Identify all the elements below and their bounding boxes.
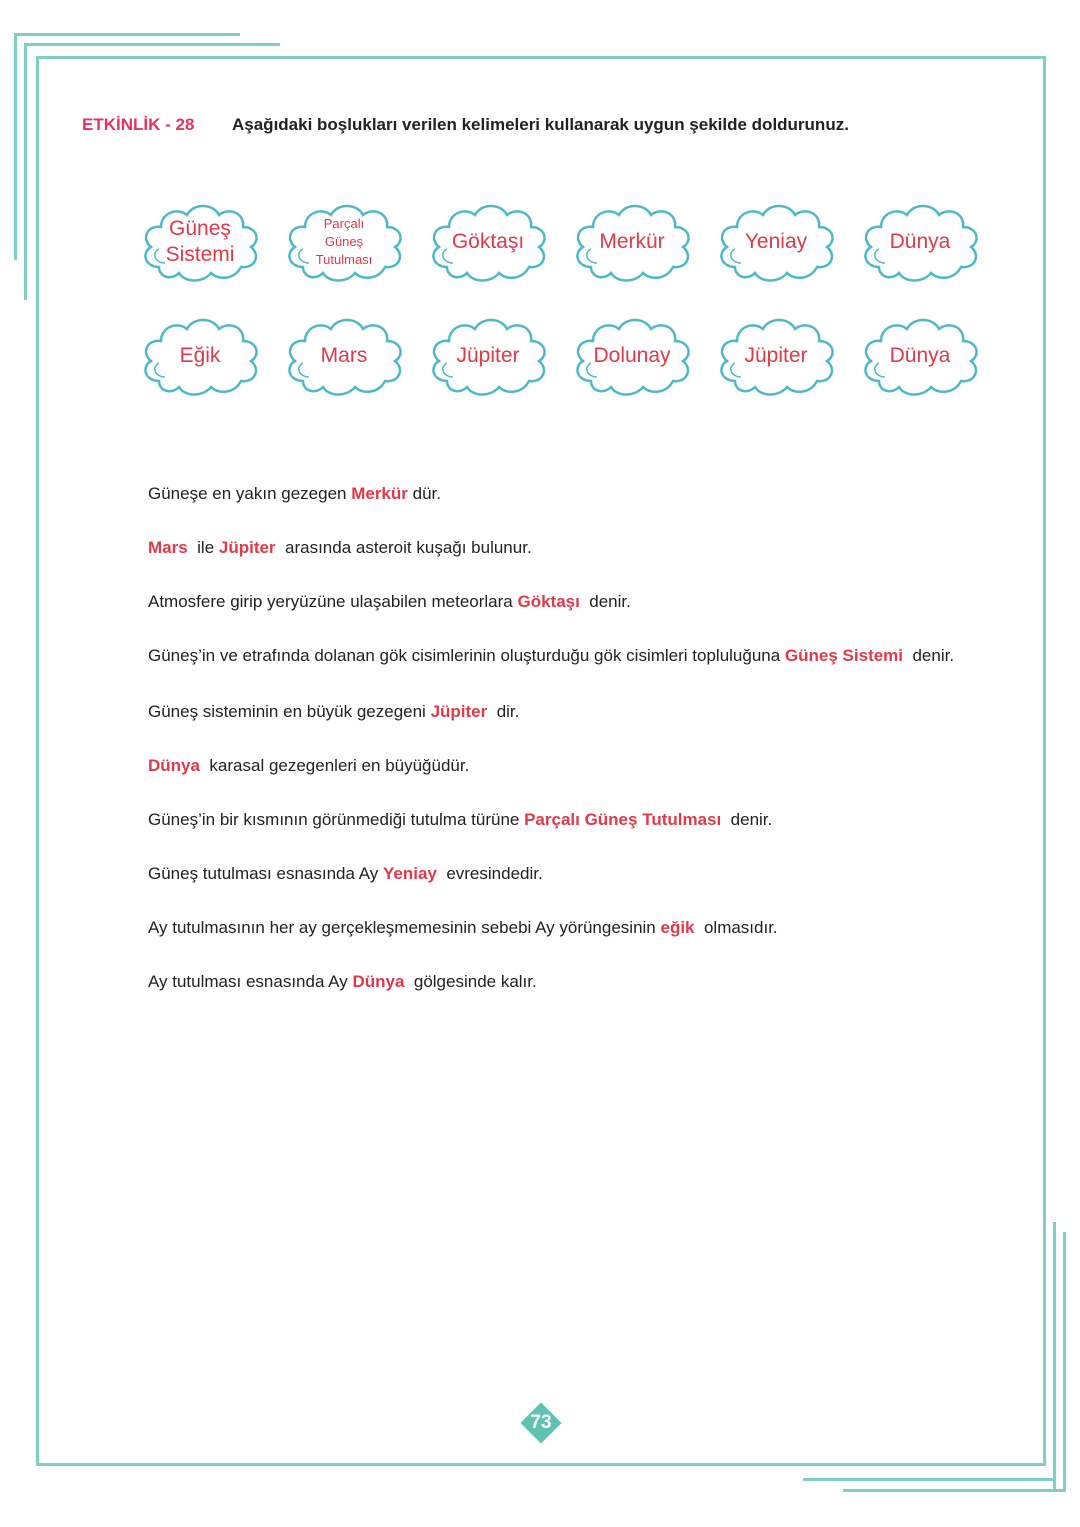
activity-tag: ETKİNLİK - 28 [82, 115, 195, 134]
question-fragment: evresindedir. [436, 864, 543, 883]
word-bank-word: Yeniay [744, 230, 808, 253]
question-fragment: Güneş sisteminin en büyük gezegeni [148, 702, 431, 721]
question-text [148, 864, 543, 884]
answer-word: Yeniay [383, 864, 437, 883]
answer-word: Göktaşı [517, 592, 580, 611]
question-fragment: karasal gezegenleri en büyüğüdür. [199, 756, 470, 775]
activity-header [82, 115, 849, 135]
word-cloud [137, 197, 263, 287]
word-bank-word: Eğik [179, 344, 221, 367]
question-fragment: denir. [579, 592, 631, 611]
question-fragment: Güneş’in bir kısmının görünmediği tutulma türüne [148, 810, 525, 829]
word-bank-word: Dolunay [593, 344, 671, 367]
word-cloud [281, 311, 407, 401]
question-text [148, 918, 778, 938]
question-text [148, 646, 954, 666]
question-fragment: dür. [407, 484, 441, 503]
word-bank-word: Jüpiter [744, 344, 808, 367]
word-bank-word: Jüpiter [456, 344, 520, 367]
word-bank-word: Dünya [889, 344, 951, 367]
word-cloud [137, 311, 263, 401]
word-cloud [569, 311, 695, 401]
question-text [148, 592, 631, 612]
question-fragment: Güneş tutulması esnasında Ay [148, 864, 383, 883]
answer-word: Güneş Sistemi [784, 646, 904, 665]
word-cloud [857, 311, 983, 401]
question-fragment: Güneşe en yakın gezegen [148, 484, 352, 503]
question-fragment: Atmosfere girip yeryüzüne ulaşabilen meteorlara [148, 592, 518, 611]
answer-word: Jüpiter [218, 538, 276, 557]
word-cloud [425, 311, 551, 401]
page-number: 73 [530, 1412, 552, 1433]
question-text [148, 756, 469, 776]
question-fragment: gölgesinde kalır. [404, 972, 537, 991]
answer-word: Jüpiter [430, 702, 488, 721]
question-fragment: denir. [903, 646, 955, 665]
question-fragment: Ay tutulmasının her ay gerçekleşmemesinin sebebi Ay yörüngesinin [148, 918, 661, 937]
answer-word: eğik [660, 918, 695, 937]
word-cloud [281, 197, 407, 287]
word-cloud [569, 197, 695, 287]
frame-bottom-outer [803, 1478, 1056, 1481]
question-fragment: denir. [721, 810, 773, 829]
question-text [148, 484, 441, 504]
question-text [148, 972, 537, 992]
question-fragment: arasında asteroit kuşağı bulunur. [275, 538, 532, 557]
word-cloud [713, 197, 839, 287]
word-cloud [713, 311, 839, 401]
word-bank-word: Göktaşı [451, 230, 525, 253]
answer-word: Mars [148, 538, 188, 557]
word-cloud [425, 197, 551, 287]
answer-word: Parçalı Güneş Tutulması [524, 810, 722, 829]
question-text [148, 538, 532, 558]
answer-word: Dünya [148, 756, 200, 775]
word-bank-word: Dünya [889, 230, 951, 253]
question-fragment: olmasıdır. [694, 918, 778, 937]
frame-top-inner [24, 43, 280, 46]
question-text [148, 702, 519, 722]
frame-left-inner [24, 43, 27, 300]
page-number-badge [518, 1400, 564, 1446]
answer-word: Merkür [351, 484, 408, 503]
activity-instruction: Aşağıdaki boşlukları verilen kelimeleri kullanarak uygun şekilde doldurunuz. [232, 115, 849, 134]
word-bank-word: Parçalı Güneş Tutulması [315, 216, 373, 267]
word-bank-word: Güneş Sistemi [165, 217, 235, 266]
question-fragment: dir. [487, 702, 520, 721]
word-bank-word: Merkür [599, 230, 665, 253]
frame-bottom-inner [843, 1489, 1066, 1492]
answer-word: Dünya [352, 972, 405, 991]
question-text [148, 810, 772, 830]
word-cloud [857, 197, 983, 287]
word-bank-word: Mars [320, 344, 368, 367]
frame-top-outer [14, 33, 240, 36]
question-fragment: Güneş’in ve etrafında dolanan gök cisimlerinin oluşturduğu gök cisimleri topluluğuna [148, 646, 785, 665]
frame-left-outer [14, 33, 17, 260]
question-fragment: Ay tutulması esnasında Ay [148, 972, 353, 991]
frame-right-inner [1063, 1232, 1066, 1492]
question-fragment: ile [187, 538, 219, 557]
frame-right-outer [1053, 1222, 1056, 1492]
